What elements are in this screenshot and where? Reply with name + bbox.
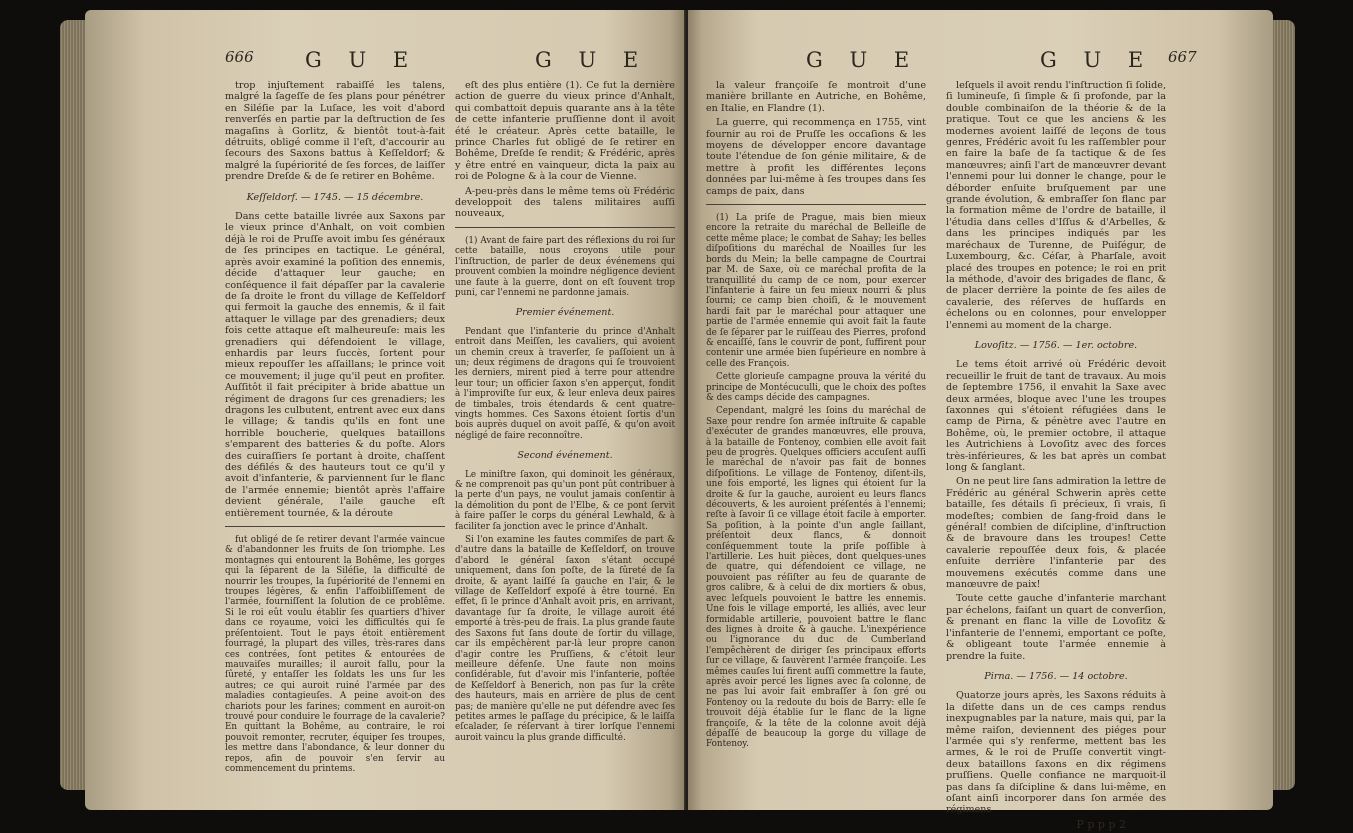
running-head-left-2: G U E [535,48,649,72]
paragraph: leſquels il avoit rendu l'inſtruction ſi ſolide, ſi lumineuſe, ſi ſimple & ſi profonde, par la double combinaiſon de la théorie & de la pratique. Tout ce que les anciens & les modernes avoient laiſſé de leçons de tous genres, Frédéric avoit ſu les raſſembler pour en faire la baſe de ſa tactique & de ſes manœuvres; ainſi l'art de manœuvrer devant l'ennemi pour lui donner le change, pour le déborder enſuite bruſquement par une grande évolution, & embraſſer ſon flanc par la formation même de l'ordre de bataille, il l'étudia dans celles d'Iſſus & d'Arbelles, & dans les principes indiqués par les maréchaux de Turenne, de Puiſégur, de Luxembourg, &c. Céſar, à Pharſale, avoit placé des troupes en potence; le roi en prit la méthode, d'avoir des brigades de flanc, & de placer derrière la pointe de ſes ailes de cavalerie, des réſerves de huſſards en échelons ou en colonnes, pour envelopper l'ennemi au moment de la charge. [946,80,1166,331]
footnote: Si l'on examine les fautes commiſes de part & d'autre dans la bataille de Keſſeldorf, on trouve d'abord le général ſaxon s'étant occupé uniquement, dans ſon poſte, de la ſûreté de ſa droite, & ayant laiſſé ſa gauche en l'air, & le village de Keſſeldorf expoſé à être tourné. En effet, ſi le prince d'Anhalt avoit pris, en arrivant, davantage ſur ſa droite, le village auroit été emporté à très-peu de frais. La plus grande faute des Saxons fut ſans doute de ſortir du village, car ils empêchèrent par-là leur propre canon d'agir contre les Pruſſiens, & c'étoit leur meilleure défenſe. Une faute non moins conſidérable, fut d'avoir mis l'infanterie, poſtée de Keſſeldorf à Benerich, non pas ſur la crête des hauteurs, mais en arrière de plus de cent pas; de manière qu'elle ne put défendre avec ſes petites armes le paſſage du précipice, & le laiſſa eſcalader, ſe réſervant à tirer lorſque l'ennemi auroit vaincu la plus grande difficulté. [455,535,675,743]
right-page-column-1 [706,80,926,753]
paragraph: La guerre, qui recommença en 1755, vint fournir au roi de Pruſſe les occaſions & les moyens de développer encore davantage toute l'étendue de ſon génie militaire, & de mettre à profit les différentes leçons données par lui-même à ſes troupes dans ſes camps de paix, dans [706,117,926,197]
page-number-left: 666 [225,48,254,66]
paragraph: Quatorze jours après, les Saxons réduits à la diſette dans un de ces camps rendus inexpugnables par la nature, mais qui, par la même raiſon, deviennent des piéges pour l'armée qui s'y renferme, mettent bas les armes, & le roi de Pruſſe convertit vingt-deux bataillons ſaxons en dix régimens pruſſiens. Quelle confiance ne marquoit-il pas dans ſa diſcipline & dans lui-même, en oſant ainſi incorporer dans ſon armée des régimens [946,690,1166,816]
running-head-right-2: G U E [1040,48,1154,72]
section-heading: Pirna. — 1756. — 14 octobre. [984,670,1128,682]
running-head-left-1: G U E [305,48,419,72]
page-number-right: 667 [1168,48,1197,66]
right-page-column-2 [946,80,1166,833]
footnote-rule [225,526,445,527]
section-heading: Premier événement. [515,307,615,319]
right-page [688,10,1273,831]
footnote: (1) La priſe de Prague, mais bien mieux encore la retraite du maréchal de Belleiſle de cette même place; le combat de Sahay; les belles diſpoſitions du maréchal de Noailles ſur les bords du Mein; la belle campagne de Courtrai par M. de Saxe, où ce maréchal profita de la tranquillité du camp de ce nom, pour exercer l'infanterie à faire un feu mieux nourri & plus ſourni; ce camp bien choiſi, & le mouvement hardi fait par le maréchal pour attaquer une partie de l'armée ennemie qui avoit fait la faute de ſe ſéparer par le ruiſſeau des Pierres, profond & encaiſſé, ſans le couvrir de pont, ſuffirent pour contenir une armée bien ſupérieure en nombre à celle des François. [706,213,926,369]
paragraph: Toute cette gauche d'infanterie marchant par échelons, faiſant un quart de converſion, & prenant en flanc la ville de Lovoſitz & l'infanterie de l'ennemi, emportant ce poſte, & obligeant toute l'armée ennemie à prendre la fuite. [946,593,1166,662]
paragraph: A-peu-près dans le même tems où Frédéric developpoit des talens militaires auſſi nouveaux, [455,185,675,220]
left-page-column-1 [225,80,445,777]
left-page-column-2 [455,80,675,746]
running-head-right-1: G U E [806,48,920,72]
footnote: (1) Avant de faire part des réflexions du roi ſur cette bataille, nous croyons utile pour l'inſtruction, de parler de deux événemens qui prouvent combien la moindre négligence devient une faute à la guerre, dont on eſt ſouvent trop puni, car l'ennemi ne pardonne jamais. [455,235,675,298]
footnote: Cependant, malgré les ſoins du maréchal de Saxe pour rendre ſon armée inſtruite & capable d'exécuter de grandes manœuvres, elle prouva, à la bataille de Fontenoy, combien elle avoit fait peu de progrès. Quelques officiers accuſent auſſi le maréchal de n'avoir pas fait de bonnes diſpoſitions. Le village de Fontenoy, diſent-ils, une fois emporté, les lignes qui étoient ſur la droite & ſur la gauche, auroient eu leurs flancs découverts, & les auroient préſentés à l'ennemi; reſte à ſavoir ſi ce village étoit facile à emporter. Sa poſition, à la pointe d'un angle ſaillant, préſentoit deux flancs, & donnoit conſéquemment toute la priſe poſſible à l'artillerie. Les huit pièces, dont quelques-unes de quatre, qui défendoient ce village, ne pouvoient pas réſiſter au feu de quarante de gros calibre, & à celui de dix mortiers & obus, avec leſquels pouvoient le battre les ennemis. Une fois le village emporté, les alliés, avec leur formidable artillerie, pouvoient battre le flanc des lignes à droite & à gauche. L'inexpérience ou l'ignorance du duc de Cumberland l'empêchèrent de diriger ſes principaux efforts ſur ce village, & ſauvèrent l'armée françoiſe. Les mêmes cauſes lui firent auſſi commettre la faute, après avoir percé les lignes avec ſa colonne, de ne pas lui avoir fait embraſſer à ſon gré ou Fontenoy ou la redoute du bois de Barry: elle ſe trouvoit déjà établie ſur le flanc de la ligne françoiſe, & la tête de la colonne avoit déjà dépaſſé de beaucoup la gorge du village de Fontenoy. [706,406,926,750]
footnote: Le miniſtre ſaxon, qui dominoit les généraux, & ne comprenoit pas qu'un pont pût contribuer à la perte d'un pays, ne voulut jamais conſentir à la démolition du pont de l'Elbe, & ce pont ſervit à faire paſſer le corps du général Lewhald, & à faciliter ſa jonction avec le prince d'Anhalt. [455,469,675,532]
section-heading: Lovoſitz. — 1756. — 1er. octobre. [974,339,1138,351]
paragraph: eſt des plus entière (1). Ce fut la dernière action de guerre du vieux prince d'Anhalt, qui combattoit depuis quarante ans à la tête de cette infanterie pruſſienne dont il avoit été le créateur. Après cette bataille, le prince Charles fut obligé de ſe retirer en Bohême, Dreſde ſe rendit; & Frédéric, après y être entré en vainqueur, dicta la paix au roi de Pologne & à la cour de Vienne. [455,80,675,183]
section-heading: Keſſeldorf. — 1745. — 15 décembre. [246,191,424,203]
left-page [85,10,685,810]
footnote: Pendant que l'infanterie du prince d'Anhalt entroit dans Meiſſen, les cavaliers, qui avoient un chemin creux à traverſer, ſe paſſoient un à un; deux régimens de dragons qui ſe trouvoient les derniers, mirent pied à terre pour attendre leur tour; un officier ſaxon s'en apperçut, fondit à l'improviſte ſur eux, & leur enleva deux paires de timbales, trois étendards & cent quatre-vingts hommes. Ces Saxons étoient ſortis d'un bois auprès duquel on avoit paſſé, & qu'on avoit négligé de faire reconnoître. [455,326,675,441]
paragraph: fut obligé de ſe retirer devant l'armée vaincue & d'abandonner les fruits de ſon triomphe. Les montagnes qui entourent la Bohême, les gorges qui la ſéparent de la Siléſie, la difficulté de nourrir les troupes, la ſupériorité de l'ennemi en troupes légères, & enfin l'affoibliſſement de l'armée, fourniſſent la ſolution de ce problême. Si le roi eût voulu établir ſes quartiers d'hiver dans ce royaume, voici les difficultés qui ſe préſentoient. Tout le pays étoit entièrement fourragé, la plupart des villes, très-rares dans ces contrées, ſont petites & entourées de mauvaiſes murailles; il auroit fallu, pour la ſûreté, y entaſſer les ſoldats les uns ſur les autres; ce qui auroit ruiné l'armée par des maladies contagieuſes. A peine avoit-on des chariots pour les farines; comment en auroit-on trouvé pour conduire le fourrage de la cavalerie? En quittant la Bohême, au contraire, le roi pouvoit remonter, recruter, équiper ſes troupes, les mettre dans l'abondance, & leur donner du repos, afin de pouvoir s'en ſervir au commencement du printems. [225,535,445,774]
section-heading: Second événement. [517,450,613,462]
left-page-edges [60,20,85,790]
footnote-rule [706,204,926,205]
paragraph: Dans cette bataille livrée aux Saxons par le vieux prince d'Anhalt, on voit combien déjà le roi de Pruſſe avoit imbu ſes généraux de ſes principes en tactique. Le général, après avoir examiné la poſition des ennemis, décide d'attaquer leur gauche; en conſéquence il fait dépaſſer par la cavalerie de ſa droite le front du village de Keſſeldorf qui fermoit la gauche des ennemis, & il fait attaquer le village par des grenadiers; deux fois cette attaque eſt malheureuſe: mais les grenadiers qui défendoient le village, enhardis par leurs ſuccès, ſortent pour mieux repouſſer les aſſaillans; le prince voit ce mouvement; il juge qu'il peut en profiter. Auſſitôt il fait précipiter à bride abattue un régiment de dragons ſur ces grenadiers; les dragons les culbutent, entrent avec eux dans le village; & tandis qu'ils en font une horrible boucherie, quelques bataillons s'emparent des batteries & du poſte. Alors des cuiraſſiers ſe portant à droite, chaſſent des défilés & des hauteurs tout ce qu'il y avoit d'infanterie, & parviennent ſur le flanc de l'armée ennemie; bientôt après l'affaire devient générale, l'aile gauche eſt entièrement tournée, & la déroute [225,211,445,519]
paragraph: On ne peut lire ſans admiration la lettre de Frédéric au général Schwerin après cette bataille, ſes détails ſi précieux, ſi vrais, ſi modeſtes; combien de ſang-froid dans le général! combien de diſcipline, d'inſtruction & de bravoure dans les troupes! Cette cavalerie repouſſée deux fois, & placée enſuite derrière l'infanterie par des mouvemens exécutés comme dans une manœuvre de paix! [946,476,1166,591]
right-page-edges [1273,20,1295,790]
footnote-rule [455,227,675,228]
signature-mark: P p p p 2 [1076,817,1126,831]
paragraph: trop injuſtement rabaiſſé les talens, malgré la ſageſſe de ſes plans pour pénétrer en Siléſie par la Luſace, les voit d'abord renverſés en partie par la deſtruction de ſes magaſins à Gorlitz, & bientôt tout-à-fait détruits, obligé comme il l'eſt, d'accourir au ſecours des Saxons battus à Keſſeldorf; & malgré la ſupériorité de ſes forces, de laiſſer prendre Dreſde & de ſe retirer en Bohême. [225,80,445,183]
paragraph: la valeur françoiſe ſe montroit d'une manière brillante en Autriche, en Bohême, en Italie, en Flandre (1). [706,80,926,114]
footnote: Cette glorieuſe campagne prouva la vérité du principe de Montécuculli, que le choix des poſtes & des camps décide des campagnes. [706,372,926,403]
paragraph: Le tems étoit arrivé où Frédéric devoit recueillir le fruit de tant de travaux. Au mois de ſeptembre 1756, il envahit la Saxe avec deux armées, bloque avec l'une les troupes ſaxonnes qui s'étoient réfugiées dans le camp de Pirna, & pénètre avec l'autre en Bohême, où, le premier octobre, il attaque les Autrichiens à Lovoſitz avec des forces très-inférieures, & les bat après un combat long & ſanglant. [946,359,1166,473]
